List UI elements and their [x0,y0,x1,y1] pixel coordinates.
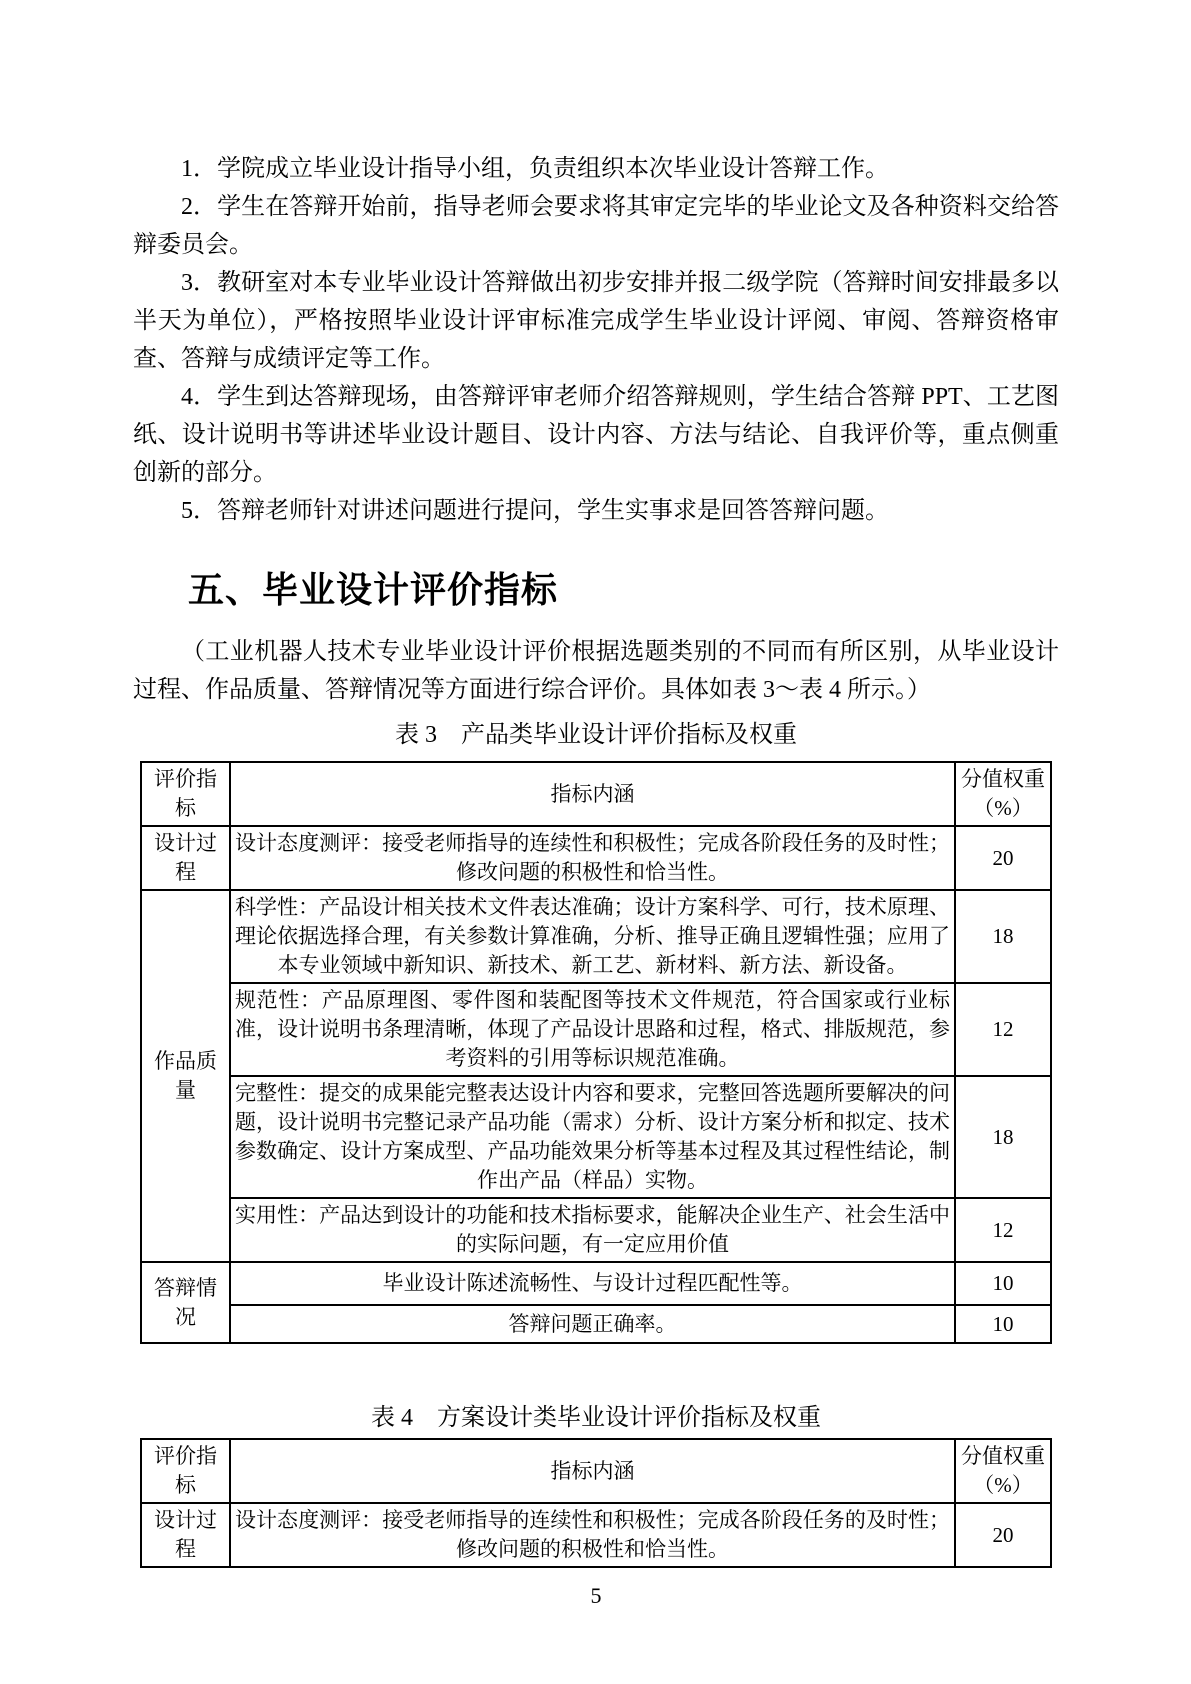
paragraph-item-2: 2．学生在答辩开始前，指导老师会要求将其审定完毕的毕业论文及各种资料交给答辩委员会。 [133,194,1059,258]
table-row [141,1305,1051,1343]
paragraph-item-4: 4．学生到达答辩现场，由答辩评审老师介绍答辩规则，学生结合答辩 PPT、工艺图纸、设计说明书等讲述毕业设计题目、设计内容、方法与结论、自我评价等，重点侧重创新的部分。 [133,384,1059,486]
weight-cell: 12 [955,1198,1051,1262]
paragraph-item-5: 5．答辩老师针对讲述问题进行提问，学生实事求是回答答辩问题。 [181,498,889,524]
weight-cell: 18 [955,890,1051,983]
column-header-weight: 分值权重（%） [955,1439,1051,1503]
weight-cell: 10 [955,1262,1051,1305]
document-content [133,150,1059,1609]
table-row [141,1262,1051,1305]
table-row [141,1439,1051,1503]
content-cell: 毕业设计陈述流畅性、与设计过程匹配性等。 [230,1262,955,1305]
content-cell: 设计态度测评：接受老师指导的连续性和积极性；完成各阶段任务的及时性；修改问题的积极性和恰当性。 [230,1503,955,1567]
content-cell: 设计态度测评：接受老师指导的连续性和积极性；完成各阶段任务的及时性；修改问题的积极性和恰当性。 [230,826,955,890]
criterion-cell: 答辩情况 [141,1262,230,1343]
column-header-weight: 分值权重（%） [955,762,1051,826]
table-row [141,1198,1051,1262]
criterion-cell: 设计过程 [141,1503,230,1567]
table-row [141,826,1051,890]
column-header-content: 指标内涵 [230,1439,955,1503]
table-row [141,1076,1051,1198]
paragraph-item-3: 3．教研室对本专业毕业设计答辩做出初步安排并报二级学院（答辩时间安排最多以半天为单位），严格按照毕业设计评审标准完成学生毕业设计评阅、审阅、答辩资格审查、答辩与成绩评定等工作。 [133,270,1059,372]
weight-cell: 20 [955,1503,1051,1567]
table-row [141,983,1051,1076]
table-scheme-evaluation [140,1438,1052,1568]
content-cell: 实用性：产品达到设计的功能和技术指标要求，能解决企业生产、社会生活中的实际问题，有一定应用价值 [230,1198,955,1262]
page-number: 5 [590,1583,602,1608]
table-row [141,762,1051,826]
content-cell: 科学性：产品设计相关技术文件表达准确；设计方案科学、可行，技术原理、理论依据选择合理，有关参数计算准确，分析、推导正确且逻辑性强；应用了本专业领域中新知识、新技术、新工艺、新材料、新方法、新设备。 [230,890,955,983]
table-row [141,890,1051,983]
column-header-criterion: 评价指标 [141,1439,230,1503]
column-header-content: 指标内涵 [230,762,955,826]
criterion-cell: 作品质量 [141,890,230,1262]
content-cell: 答辩问题正确率。 [230,1305,955,1343]
content-cell: 规范性：产品原理图、零件图和装配图等技术文件规范，符合国家或行业标准，设计说明书条理清晰，体现了产品设计思路和过程，格式、排版规范，参考资料的引用等标识规范准确。 [230,983,955,1076]
paragraph-item-1: 1．学院成立毕业设计指导小组，负责组织本次毕业设计答辩工作。 [181,156,889,182]
weight-cell: 20 [955,826,1051,890]
weight-cell: 12 [955,983,1051,1076]
table4-caption: 表 4 方案设计类毕业设计评价指标及权重 [371,1405,821,1431]
weight-cell: 18 [955,1076,1051,1198]
table-row [141,1503,1051,1567]
content-cell: 完整性：提交的成果能完整表达设计内容和要求，完整回答选题所要解决的问题，设计说明书完整记录产品功能（需求）分析、设计方案分析和拟定、技术参数确定、设计方案成型、产品功能效果分析等基本过程及其过程性结论，制作出产品（样品）实物。 [230,1076,955,1198]
table-product-evaluation [140,761,1052,1344]
column-header-criterion: 评价指标 [141,762,230,826]
section-intro: （工业机器人技术专业毕业设计评价根据选题类别的不同而有所区别，从毕业设计过程、作品质量、答辩情况等方面进行综合评价。具体如表 3～表 4 所示。） [133,639,1059,703]
criterion-cell: 设计过程 [141,826,230,890]
table3-caption: 表 3 产品类毕业设计评价指标及权重 [395,722,797,748]
weight-cell: 10 [955,1305,1051,1343]
section-heading: 五、毕业设计评价指标 [188,569,559,610]
